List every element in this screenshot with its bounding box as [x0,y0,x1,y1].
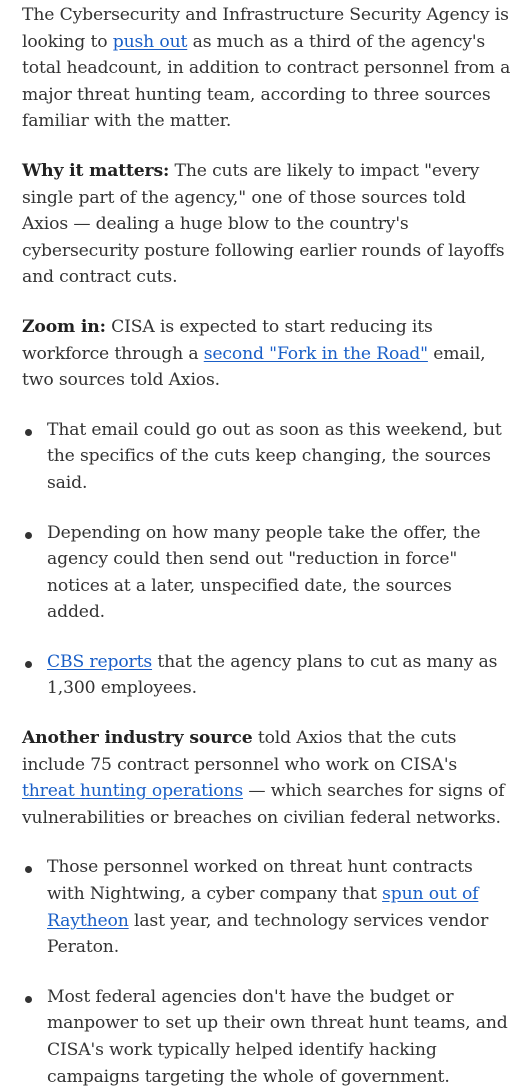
list-item [22,520,513,626]
paragraph-lead: Another industry source [22,728,253,749]
spun-out-of-raytheon-link[interactable]: spun out of Raytheon [47,884,479,931]
threat-hunting-operations-link[interactable]: threat hunting operations [22,781,244,802]
paragraph-text: — which searches for signs of vulnerabilities or breaches on civilian federal networks. [22,781,505,828]
paragraph-text: CISA is expected to start reducing its workforce through a [22,316,433,364]
fork-in-the-road-link[interactable]: second "Fork in the Road" [203,343,428,364]
paragraph-why-it-matters [22,158,513,291]
bullet-list-1 [22,417,513,702]
bullet-icon [25,429,32,436]
paragraph-zoom-in [22,314,513,394]
list-item-text: That email could go out as soon as this weekend, but the specifics of the cuts keep changing, the sources said. [47,419,502,493]
paragraph-text: The Cybersecurity and Infrastructure Security Agency is looking to [22,5,509,52]
paragraph-intro [22,2,513,135]
paragraph-lead: Why it matters: [22,160,170,181]
bullet-icon [25,532,32,539]
push-out-link[interactable]: push out [112,31,188,52]
list-item-text: Most federal agencies don't have the budget or manpower to set up their own threat hunt teams, and CISA's work typically helped identify hacking campaigns targeting the whole of government. [47,986,508,1087]
cbs-reports-link[interactable]: CBS reports [47,651,153,672]
list-item [22,417,513,497]
paragraph-lead: Zoom in: [22,316,106,337]
list-item-text: last year, and technology services vendor Peraton. [47,910,489,958]
paragraph-text: The cuts are likely to impact "every single part of the agency," one of those sources told Axios — dealing a huge blow to the country's cybersecurity posture following earlier rounds of layoffs and contract cuts. [22,160,505,288]
list-item-text: that the agency plans to cut as many as 1,300 employees. [47,651,498,699]
paragraph-text: email, two sources told Axios. [22,343,486,391]
bullet-icon [25,996,32,1003]
bullet-icon [25,866,32,873]
list-item [22,854,513,960]
paragraph-industry-source [22,725,513,831]
bullet-list-2 [22,854,513,1090]
bullet-icon [25,661,32,668]
paragraph-text: told Axios that the cuts include 75 contract personnel who work on CISA's [22,728,458,775]
list-item [22,649,513,702]
list-item-text: Those personnel worked on threat hunt contracts with Nightwing, a cyber company that [47,857,473,905]
paragraph-text: as much as a third of the agency's total headcount, in addition to contract personnel from a major threat hunting team, according to three sources familiar with the matter. [22,31,511,132]
list-item-text: Depending on how many people take the offer, the agency could then send out "reduction in force" notices at a later, unspecified date, the sources added. [47,522,481,623]
